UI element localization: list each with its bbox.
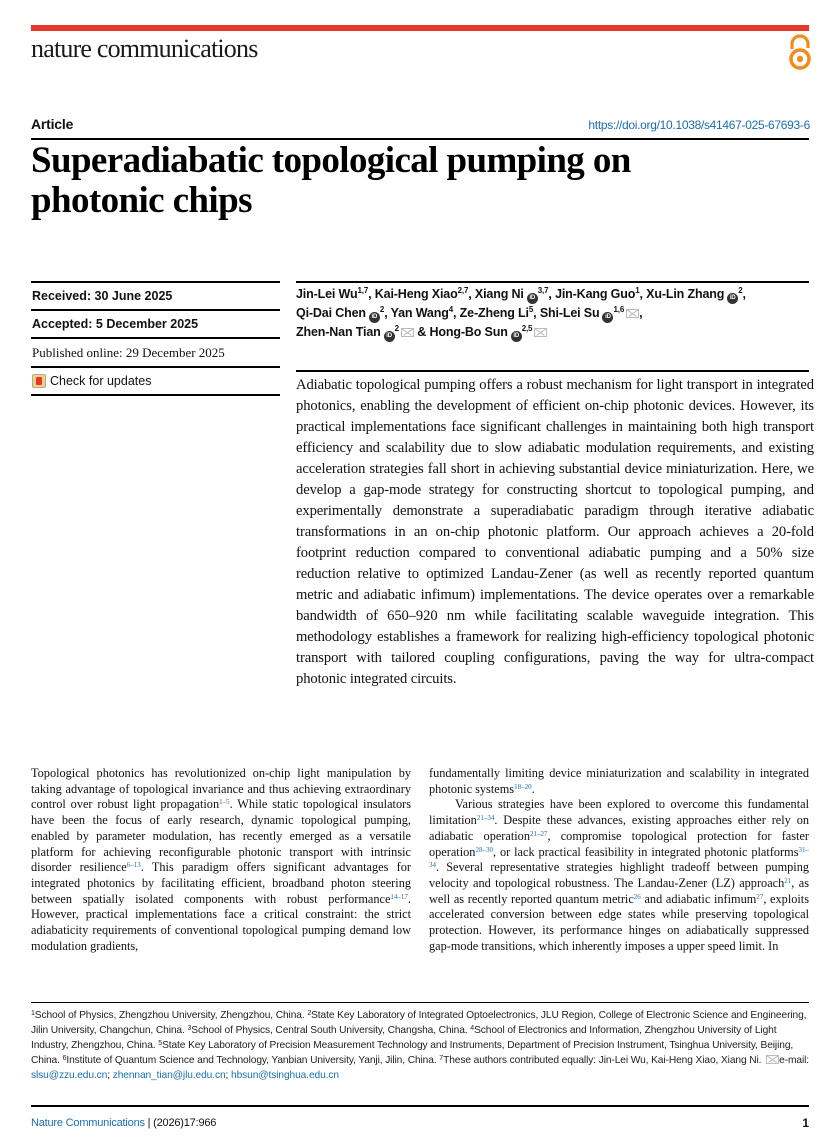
affiliation-number: 5 (158, 1040, 163, 1047)
author[interactable] (460, 306, 534, 320)
body-column-right (429, 766, 809, 954)
author-name[interactable]: Jin-Lei Wu (296, 287, 358, 301)
email-link[interactable]: hbsun@tsinghua.edu.cn (231, 1070, 339, 1081)
affiliation-text: Institute of Quantum Science and Technology, Yanbian University, Yanji, Jilin, China. (66, 1055, 440, 1066)
footer-citation (31, 1117, 216, 1129)
author-name[interactable]: Ze-Zheng Li (459, 306, 529, 320)
author-name[interactable]: Xiang Ni (474, 287, 524, 301)
author[interactable] (429, 325, 547, 339)
affiliation-number: 3 (187, 1025, 192, 1032)
reference-link[interactable]: 21–27 (529, 829, 548, 838)
body-column-left (31, 766, 411, 954)
abstract: Adiabatic topological pumping offers a robust mechanism for light transport in integrated photonics, enabling the development of efficient on-chip photonic devices. However, its practical implementations face significant challenges in maintaining both high transport efficiency and scalability due to slow adiabatic modulation requirements, and existing acceleration strategies fall short in achieving substantial device miniaturization. Here, we develop a gap-mode strategy for constructing shortcut to topological pumping, and experimentally demonstrate a superadiabatic paradigm through iterative adiabatic transformations in an on-chip photonic platform. Our approach achieves a 20-fold footprint reduction compared to conventional adiabatic pumping and a 50% size reduction relative to optimized Landau-Zener (as well as recently reported quantum metric and adiabatic infimum) implementations. The device operates over a remarkable bandwidth of 650–920 nm while facilitating scalable waveguide integration. This methodology establishes a framework for realizing high-efficiency topological photonic transport with tailored coupling configurations, paving the way for ultra-compact photonic integrated circuits. (296, 377, 814, 687)
affiliation-text: State Key Laboratory of Integrated Optoelectronics, JLU Region, College of Electronic Science and Engineering, Jilin University, Changchun, China. (31, 1010, 807, 1036)
affiliation-text: School of Physics, Central South University, Changsha, China. (191, 1025, 471, 1036)
author[interactable] (540, 306, 639, 320)
affiliation-number: 6 (62, 1055, 67, 1062)
brand-bar (31, 25, 809, 31)
author[interactable] (646, 287, 742, 301)
reference-link[interactable]: 6–13 (126, 861, 141, 870)
divider (31, 1002, 809, 1003)
email-icon[interactable] (401, 328, 414, 337)
author-name[interactable]: Qi-Dai Chen (296, 306, 366, 320)
affiliation-marker: 5 (528, 305, 534, 314)
divider (296, 370, 809, 372)
reference-link[interactable]: 14–17 (390, 892, 408, 901)
reference-link[interactable]: 18–20 (514, 782, 532, 791)
divider (296, 281, 809, 283)
reference-link[interactable]: 28–30 (475, 845, 493, 854)
author[interactable] (475, 287, 548, 301)
author-name[interactable]: Shi-Lei Su (539, 306, 600, 320)
check-for-updates-button[interactable] (31, 368, 280, 394)
reference-link[interactable]: 26 (633, 892, 641, 901)
reference-link[interactable]: 21 (784, 876, 792, 885)
orcid-icon[interactable]: iD (369, 312, 380, 323)
affiliation-text: School of Electronics and Information, Zhengzhou University of Light Industry, Zhengzhou, China. (31, 1025, 777, 1051)
author[interactable] (391, 306, 453, 320)
body-paragraph: Various strategies have been explored to overcome this fundamental limitation$^{21-34}$. Despite these advances, existing approaches either rely on adiabatic operation$^{21-27}$, compromise topological protection for faster operation$^{28-30}$, or lack practical feasibility in integrated photonic platforms$^{31-34}$. Several representative strategies highlight tradeoff between pumping velocity and topological robustness. The Landau-Zener (LZ) approach$^{21}$, as well as recently reported quantum metric$^{26}$ and adiabatic infimum$^{27}$, exploits accelerated conversion between edge states while preserving topological protection. However, its performance hinges on adiabatically suppressed gap-mode transitions, which inherently imposes a upper speed limit. In (429, 797, 809, 953)
affiliation-text: School of Physics, Zhengzhou University, Zhengzhou, China. (34, 1010, 308, 1021)
check-updates-label: Check for updates (50, 374, 152, 388)
author-name[interactable]: Xu-Lin Zhang (646, 287, 725, 301)
affiliation-marker: 4 (448, 305, 454, 314)
author[interactable] (296, 287, 368, 301)
orcid-icon[interactable]: iD (384, 331, 395, 342)
affiliation-marker: 2 (394, 324, 399, 333)
affiliation-marker: 2,7 (457, 286, 469, 295)
author-name[interactable]: Kai-Heng Xiao (374, 287, 458, 301)
affiliations: $^1$School of Physics, Zhengzhou University, Zhengzhou, China. $^2$State Key Laboratory of Integrated Optoelectronics, JLU Region, College of Electronic Science and Engineering, Jilin University, Changchun, China. $^3$School of Physics, Central South University, Changsha, China. $^4$School of Electronics and Information, Zhengzhou University of Light Industry, Zhengzhou, China. $^5$State Key Laboratory of Precision Measurement Technology and Instruments, Department of Precision Instrument, Tsinghua University, Beijing, China. $^6$Institute of Quantum Science and Technology, Yanbian University, Yanji, Jilin, China. $^7$These authors contributed equally: Jin-Lei Wu, Kai-Heng Xiao, Xiang Ni. e-mail: slsu@zzu.edu.cn; zhennan_tian@jlu.edu.cn; hbsun@tsinghua.edu.cn (31, 1010, 810, 1081)
affiliation-marker: 1 (635, 286, 640, 295)
reference-link[interactable]: 27 (756, 892, 764, 901)
author-name[interactable]: Zhen-Nan Tian (296, 325, 381, 339)
author[interactable] (375, 287, 468, 301)
affiliation-marker: 2 (379, 305, 385, 314)
orcid-icon[interactable]: iD (727, 293, 738, 304)
journal-name: nature communications (31, 34, 258, 63)
orcid-icon[interactable]: iD (602, 312, 613, 323)
published-date: Published online: 29 December 2025 (32, 344, 225, 360)
affiliation-marker: 1,6 (613, 305, 625, 314)
body-paragraph: fundamentally limiting device miniaturization and scalability in integrated photonic systems$^{18-20}$. (429, 766, 809, 796)
article-type: Article (31, 116, 74, 132)
author-list: Jin-Lei Wu$^{1,7}$, Kai-Heng Xiao$^{2,7}$, Xiang Ni iD$^{3,7}$, Jin-Kang Guo$^1$, Xu-Lin Zhang $iD^2$, Qi-Dai Chen $iD^2$, Yan Wang$^4$, Ze-Zheng Li$^5$, Shi-Lei Su iD$^{1,6}$ , Zhen-Nan Tian $iD^2$ & Hong-Bo Sun iD$^{2,5}$ (296, 285, 811, 342)
affiliation-number: 7 (439, 1055, 444, 1062)
affiliation-marker: 1,7 (357, 286, 369, 295)
divider (31, 394, 280, 396)
doi-link[interactable]: https://doi.org/10.1038/s41467-025-67693-6 (588, 118, 810, 132)
author-name[interactable]: Hong-Bo Sun (429, 325, 508, 339)
affiliation-text: These authors contributed equally: Jin-Lei Wu, Kai-Heng Xiao, Xiang Ni. (443, 1055, 765, 1066)
check-updates-icon (32, 374, 46, 388)
orcid-icon[interactable]: iD (511, 331, 522, 342)
email-icon (766, 1055, 779, 1064)
footer-separator: | (144, 1117, 154, 1129)
article-title: Superadiabatic topological pumping on photonic chips (31, 140, 631, 221)
author-name[interactable]: Jin-Kang Guo (555, 287, 636, 301)
received-date: Received: 30 June 2025 (32, 289, 173, 303)
email-icon[interactable] (534, 328, 547, 337)
footer-volume: (2026)17:966 (153, 1117, 217, 1129)
reference-link[interactable]: 1–5 (219, 798, 230, 807)
author-name[interactable]: Yan Wang (390, 306, 449, 320)
author[interactable] (296, 306, 384, 320)
affiliation-text: State Key Laboratory of Precision Measurement Technology and Instruments, Department of Precision Instrument, Tsinghua University, Beijing, China. (31, 1040, 794, 1066)
divider (31, 1105, 809, 1107)
author[interactable] (296, 325, 414, 339)
email-label: e-mail: (779, 1055, 810, 1066)
open-access-icon (787, 33, 813, 73)
footer-journal-link[interactable]: Nature Communications (31, 1117, 145, 1129)
affiliation-number: 1 (31, 1010, 35, 1017)
author[interactable] (555, 287, 639, 301)
reference-link[interactable]: 21–34 (476, 814, 495, 823)
email-link[interactable]: slsu@zzu.edu.cn (31, 1070, 108, 1081)
orcid-icon[interactable]: iD (527, 293, 538, 304)
body-paragraph: Topological photonics has revolutionized on-chip light manipulation by taking advantage of topological invariance and thus achieving extraordinary control over robust light propagation$^{1-5}$. While static topological insulators have been the focus of early research, dynamic topological pumping, enabled by parameter modulation, has recently emerged as a versatile platform for achieving reconfigurable photonic transport with intrinsic disorder resilience$^{6-13}$. This paradigm offers significant advantages for integrated photonics by facilitating efficient, broadband photon steering between spatially isolated components with robust performance$^{14-17}$. However, practical implementations face a critical constraint: the strict adiabaticity requirements of conventional topological pumping demand low modulation gradients, (31, 766, 411, 953)
accepted-date: Accepted: 5 December 2025 (32, 317, 199, 331)
email-icon[interactable] (626, 309, 639, 318)
affiliation-marker: 3,7 (537, 286, 549, 295)
affiliation-number: 4 (470, 1025, 475, 1032)
article-dates (31, 281, 280, 396)
affiliation-marker: 2 (738, 286, 743, 295)
email-link[interactable]: zhennan_tian@jlu.edu.cn (112, 1070, 226, 1081)
affiliation-marker: 2,5 (521, 324, 533, 333)
reference-link[interactable]: 31–34 (429, 845, 809, 870)
page-number: 1 (802, 1116, 809, 1130)
affiliation-number: 2 (307, 1010, 312, 1017)
